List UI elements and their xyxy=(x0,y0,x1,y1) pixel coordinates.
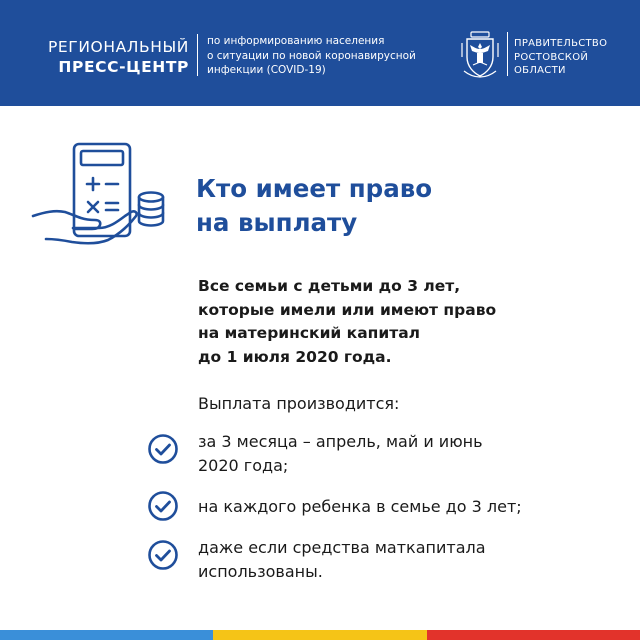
check-circle-icon xyxy=(147,490,179,522)
check-circle-icon xyxy=(147,539,179,571)
stripe-yellow xyxy=(213,630,426,640)
press-center-logo xyxy=(48,37,189,77)
press-desc-line: по информированию населения xyxy=(207,35,385,47)
press-center-description xyxy=(207,34,416,78)
header-banner xyxy=(0,0,640,106)
list-item-text xyxy=(198,536,486,584)
page-title-line: на выплату xyxy=(196,208,358,237)
payment-subheading: Выплата производится: xyxy=(198,394,400,413)
eligibility-line: которые имели или имеют право xyxy=(198,300,497,319)
check-circle-icon xyxy=(147,433,179,465)
government-title-line: ОБЛАСТИ xyxy=(514,65,566,76)
calculator-hand-coins-icon xyxy=(28,140,178,264)
header-divider xyxy=(507,32,508,76)
list-item-line: на каждого ребенка в семье до 3 лет; xyxy=(198,497,522,516)
eligibility-line: до 1 июля 2020 года. xyxy=(198,347,392,366)
page-title-line: Кто имеет право xyxy=(196,174,433,203)
list-item-text xyxy=(198,430,483,478)
stripe-blue xyxy=(0,630,213,640)
government-title-line: РОСТОВСКОЙ xyxy=(514,51,589,63)
government-title xyxy=(514,37,607,78)
footer-color-stripe xyxy=(0,630,640,640)
press-center-title-line1: РЕГИОНАЛЬНЫЙ xyxy=(47,38,189,56)
rostov-coat-of-arms-icon xyxy=(460,31,500,79)
press-desc-line: о ситуации по новой коронавирусной xyxy=(207,49,416,62)
eligibility-line: Все семьи с детьми до 3 лет, xyxy=(198,277,461,295)
list-item-line: использованы. xyxy=(198,562,323,581)
list-item-line: за 3 месяца – апрель, май и июнь xyxy=(198,432,483,451)
header-divider xyxy=(197,34,198,76)
list-item-line: даже если средства маткапитала xyxy=(198,538,486,557)
eligibility-line: на материнский капитал xyxy=(198,324,421,342)
press-desc-line: инфекции (COVID-19) xyxy=(207,64,326,76)
list-item-text xyxy=(198,495,522,519)
list-item-line: 2020 года; xyxy=(198,456,289,475)
stripe-red xyxy=(427,630,640,640)
eligibility-text xyxy=(198,275,496,369)
government-title-line: ПРАВИТЕЛЬСТВО xyxy=(514,38,608,49)
press-center-title-line2: ПРЕСС-ЦЕНТР xyxy=(58,58,189,76)
page-title xyxy=(196,172,432,240)
